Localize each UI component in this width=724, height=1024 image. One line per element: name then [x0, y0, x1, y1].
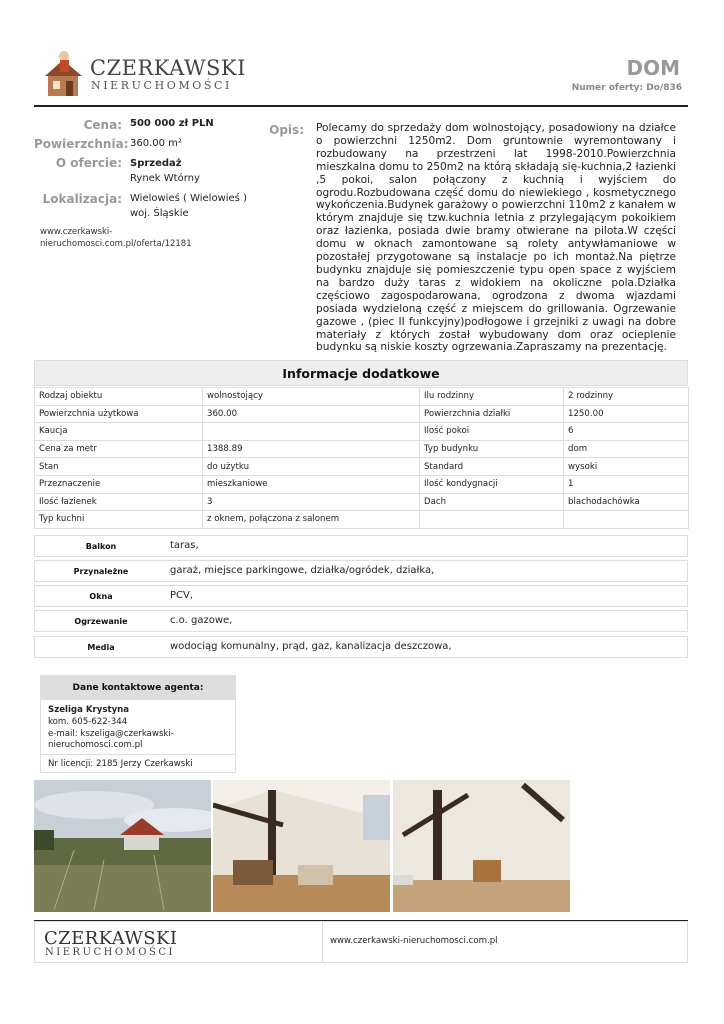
feature-label: Przynależne [73, 567, 129, 576]
info-cell-value: 360.00 [203, 405, 420, 423]
description-text: Polecamy do sprzedaży dom wolnostojący, posadowiony na działce o powierzchni 1250m2. Dom gruntownie wyremontowany i rozbudowany na przestrzeni lat 1998-2010.Powierzchnia mieszkalna domu to 250m2 na którą składają się-kuchnia,2 łazienki ,5 pokoi, salon połączony z kuchnią i wyjściem do ogrodu.Rozbudowana część domu do niewiekiego , kosmetycznego wykończenia.Budynek garażowy o powierzchni 110m2 z kanałem w którym znajduje się tzw.kuchnia letnia z przylegającym pokoikiem oraz łazienka, posiada dwie bramy otwierane na pilota.W części domu w oknach zamontowane są rolety antywłamaniowe w pozostałej przygotowane są instalacje po ich montaż.Na piętrze budynku znajduje się pomieszczenie typu open space z wyjściem na bardzo duży taras z widokiem na okoliczne pola.Działka częściowo zagospodarowana, ogrodzona z dwoma wjazdami posiada wydzieloną część z miejscem do grillowania. Ogrzewanie gazowe , (piec II funkcyjny)podłogowe i grzejniki z uwagi na dobre materiały z których został wybudowany dom oraz ocieplenie budynku są niskie koszty ogrzewania.Zapraszamy na prezentację. [316, 122, 676, 354]
info-cell-label [420, 511, 564, 529]
feature-row [34, 585, 688, 607]
agent-contact-box [40, 675, 236, 773]
area-value: 360.00 m² [130, 138, 182, 149]
info-cell-value: wolnostojący [203, 388, 420, 406]
info-cell-label: Standard [420, 458, 564, 476]
logo-text-sub: NIERUCHOMOŚCI [91, 79, 232, 92]
info-cell-value: dom [564, 440, 689, 458]
info-cell-label: Ilość pokoi [420, 423, 564, 441]
location-value: Wielowieś ( Wielowieś ) [130, 193, 247, 204]
info-table-row [35, 440, 689, 458]
footer-logo-main: CZERKAWSKI [44, 928, 178, 949]
info-section-title: Informacje dodatkowe [34, 360, 688, 386]
info-cell-value: 1388.89 [203, 440, 420, 458]
info-table [34, 387, 689, 529]
info-cell-value: 3 [203, 493, 420, 511]
info-cell-label: Kaucja [35, 423, 203, 441]
info-cell-value: 1 [564, 475, 689, 493]
info-cell-label: Stan [35, 458, 203, 476]
info-cell-label: Przeznaczenie [35, 475, 203, 493]
feature-label: Okna [89, 592, 113, 601]
agent-divider [41, 754, 235, 755]
feature-value: c.o. gazowe, [170, 615, 233, 626]
feature-label: Balkon [85, 542, 117, 551]
info-cell-label: Ilu rodzinny [420, 388, 564, 406]
info-cell-value [203, 423, 420, 441]
area-label: Powierzchnia: [34, 137, 129, 151]
info-cell-value: do użytku [203, 458, 420, 476]
info-table-row [35, 493, 689, 511]
feature-row [34, 610, 688, 632]
info-cell-value: mieszkaniowe [203, 475, 420, 493]
offer-number: Numer oferty: Do/836 [571, 83, 682, 93]
info-table-row [35, 511, 689, 529]
price-value: 500 000 zł PLN [130, 118, 214, 129]
info-cell-value [564, 511, 689, 529]
offer-link[interactable]: www.czerkawski-nieruchomosci.com.pl/oferta/12181 [40, 227, 192, 249]
info-cell-value: blachodachówka [564, 493, 689, 511]
info-table-row [35, 423, 689, 441]
info-cell-value: 2 rodzinny [564, 388, 689, 406]
offer-label: O ofercie: [55, 156, 122, 170]
logo-text-main: CZERKAWSKI [90, 56, 246, 80]
info-table-row [35, 405, 689, 423]
info-cell-label: Ilość kondygnacji [420, 475, 564, 493]
feature-value: garaż, miejsce parkingowe, działka/ogródek, działka, [170, 565, 435, 576]
info-cell-label: Cena za metr [35, 440, 203, 458]
info-cell-label: Powierzchnia działki [420, 405, 564, 423]
feature-row [34, 535, 688, 557]
location-label: Lokalizacja: [42, 192, 122, 206]
agent-license: Nr licencji: 2185 Jerzy Czerkawski [48, 759, 193, 769]
header-divider [34, 105, 688, 107]
info-table-row [35, 388, 689, 406]
photo-exterior-image [34, 780, 211, 912]
feature-value: PCV, [170, 590, 194, 601]
description-label: Opis: [269, 123, 304, 137]
feature-label: Ogrzewanie [74, 617, 128, 626]
info-cell-label: Ilość łazienek [35, 493, 203, 511]
property-photo-attic-1[interactable] [213, 780, 390, 912]
feature-row [34, 560, 688, 582]
property-type-title: DOM [626, 56, 680, 80]
offer-market-value: Rynek Wtórny [130, 173, 200, 184]
property-photo-exterior[interactable] [34, 780, 211, 912]
feature-label: Media [87, 643, 115, 652]
info-cell-value: z oknem, połączona z salonem [203, 511, 420, 529]
offer-type-value: Sprzedaż [130, 158, 182, 169]
price-label: Cena: [83, 118, 122, 132]
info-cell-label: Typ budynku [420, 440, 564, 458]
info-cell-label: Rodzaj obiektu [35, 388, 203, 406]
info-table-row [35, 475, 689, 493]
location-region: woj. Śląskie [130, 208, 189, 219]
info-cell-value: 6 [564, 423, 689, 441]
feature-row [34, 636, 688, 658]
agent-name: Szeliga Krystyna [48, 705, 130, 715]
feature-value: taras, [170, 540, 199, 551]
info-cell-value: wysoki [564, 458, 689, 476]
info-cell-label: Typ kuchni [35, 511, 203, 529]
footer-logo-sub: NIERUCHOMOŚCI [45, 947, 175, 958]
agent-email[interactable]: e-mail: kszeliga@czerkawski-nieruchomosci.com.pl [48, 729, 174, 750]
info-table-row [35, 458, 689, 476]
agent-contact-title: Dane kontaktowe agenta: [41, 676, 235, 700]
agent-phone[interactable]: kom. 605-622-344 [48, 717, 128, 727]
photo-attic1-image [213, 780, 390, 912]
info-cell-label: Powierzchnia użytkowa [35, 405, 203, 423]
footer-website-link[interactable]: www.czerkawski-nieruchomosci.com.pl [330, 936, 498, 946]
property-photo-attic-2[interactable] [393, 780, 570, 912]
logo-figure-icon [42, 48, 86, 100]
feature-value: wodociąg komunalny, prąd, gaz, kanalizacja deszczowa, [170, 641, 452, 652]
info-cell-value: 1250.00 [564, 405, 689, 423]
info-cell-label: Dach [420, 493, 564, 511]
photo-attic2-image [393, 780, 570, 912]
footer-separator [322, 921, 323, 963]
